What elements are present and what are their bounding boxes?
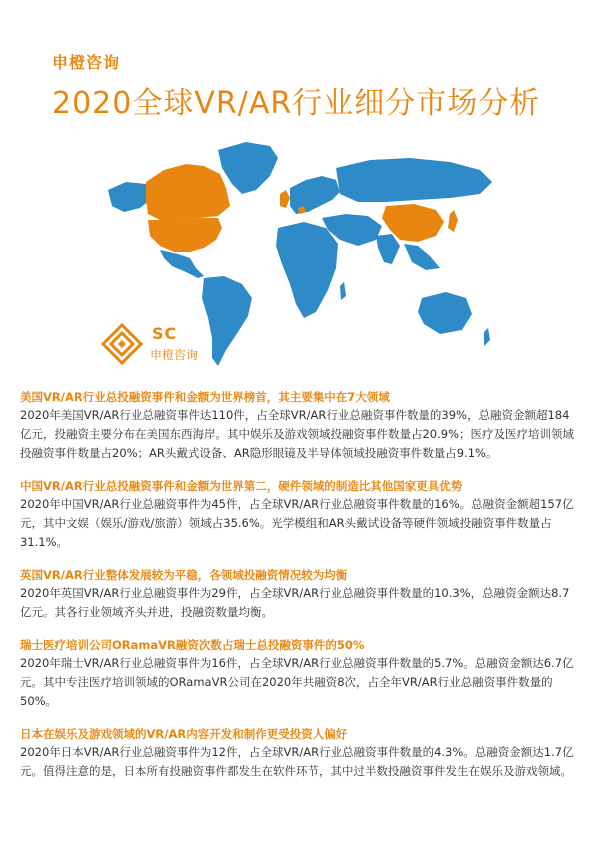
region-southeast-asia: [404, 244, 440, 270]
region-greenland: [218, 142, 278, 194]
section-body: 2020年中国VR/AR行业总融资事件为45件，占全球VR/AR行业总融资事件数量的16%。总融资金额超157亿元，其中文娱（娱乐/游戏/旅游）领域占35.6%。光学模组和AR头戴试设备等硬件领域投融资事件数量占31.1%。: [20, 497, 574, 549]
region-india: [376, 234, 400, 264]
page-title: 2020全球VR/AR行业细分市场分析: [52, 86, 541, 121]
logo-name: 申橙咨询: [150, 348, 199, 362]
company-logo: [100, 322, 220, 368]
section-heading: 英国VR/AR行业整体发展较为平稳，各领域投融资情况较为均衡: [20, 568, 348, 582]
region-russia: [336, 158, 492, 202]
section-heading: 中国VR/AR行业总投融资事件和金额为世界第二，硬件领域的制造比其他国家更具优势: [20, 479, 463, 493]
analysis-sections: [20, 388, 580, 795]
section-body: 2020年英国VR/AR行业总融资事件为29件，占全球VR/AR行业总融资事件数量的10.3%，总融资金额达8.7亿元。其各行业领域齐头并进，投融资数量均衡。: [20, 586, 570, 619]
section-uk: [20, 566, 580, 622]
section-heading: 瑞士医疗培训公司ORamaVR融资次数占瑞士总投融资事件的50%: [20, 638, 365, 652]
section-body: 2020年美国VR/AR行业总融资事件达110件，占全球VR/AR行业总融资事件数量的39%，总融资金额超184亿元，投融资主要分布在美国东西海岸。其中娱乐及游戏领域投融资事件数量占20.9%；医疗及医疗培训领域投融资事件数量占20%；AR头戴式设备、AR隐形眼镜及半导体领域投融资事件数量占9.1%。: [20, 408, 575, 460]
section-body: 2020年瑞士VR/AR行业总融资事件为16件，占全球VR/AR行业总融资事件数量的5.7%。总融资金额达6.7亿元。其中专注医疗培训领域的ORamaVR公司在2020年共融资8次，占全年VR/AR行业总融资事件数量的50%。: [20, 656, 574, 708]
region-new-zealand: [484, 328, 490, 346]
region-europe: [290, 176, 340, 214]
region-alaska: [108, 182, 150, 212]
region-africa: [276, 222, 338, 318]
region-japan: [448, 210, 458, 232]
section-usa: [20, 388, 580, 463]
region-australia: [418, 292, 472, 334]
region-mexico: [160, 250, 204, 278]
region-usa: [148, 218, 222, 252]
logo-mark-text: SC: [152, 324, 178, 343]
logo-mark-icon: [100, 322, 144, 366]
region-uk: [280, 190, 290, 208]
section-china: [20, 477, 580, 552]
section-japan: [20, 725, 580, 781]
brand-name: 申橙咨询: [52, 53, 121, 72]
section-switzerland: [20, 636, 580, 711]
section-heading: 美国VR/AR行业总投融资事件和金额为世界榜首，其主要集中在7大领域: [20, 390, 390, 404]
section-body: 2020年日本VR/AR行业总融资事件为12件，占全球VR/AR行业总融资事件数量的4.3%。总融资金额达1.7亿元。值得注意的是，日本所有投融资事件都发生在软件环节，其中过半数投融资事件发生在娱乐及游戏领域。: [20, 745, 574, 778]
region-canada: [146, 164, 230, 220]
region-madagascar: [340, 282, 346, 300]
section-heading: 日本在娱乐及游戏领域的VR/AR内容开发和制作更受投资人偏好: [20, 727, 348, 741]
